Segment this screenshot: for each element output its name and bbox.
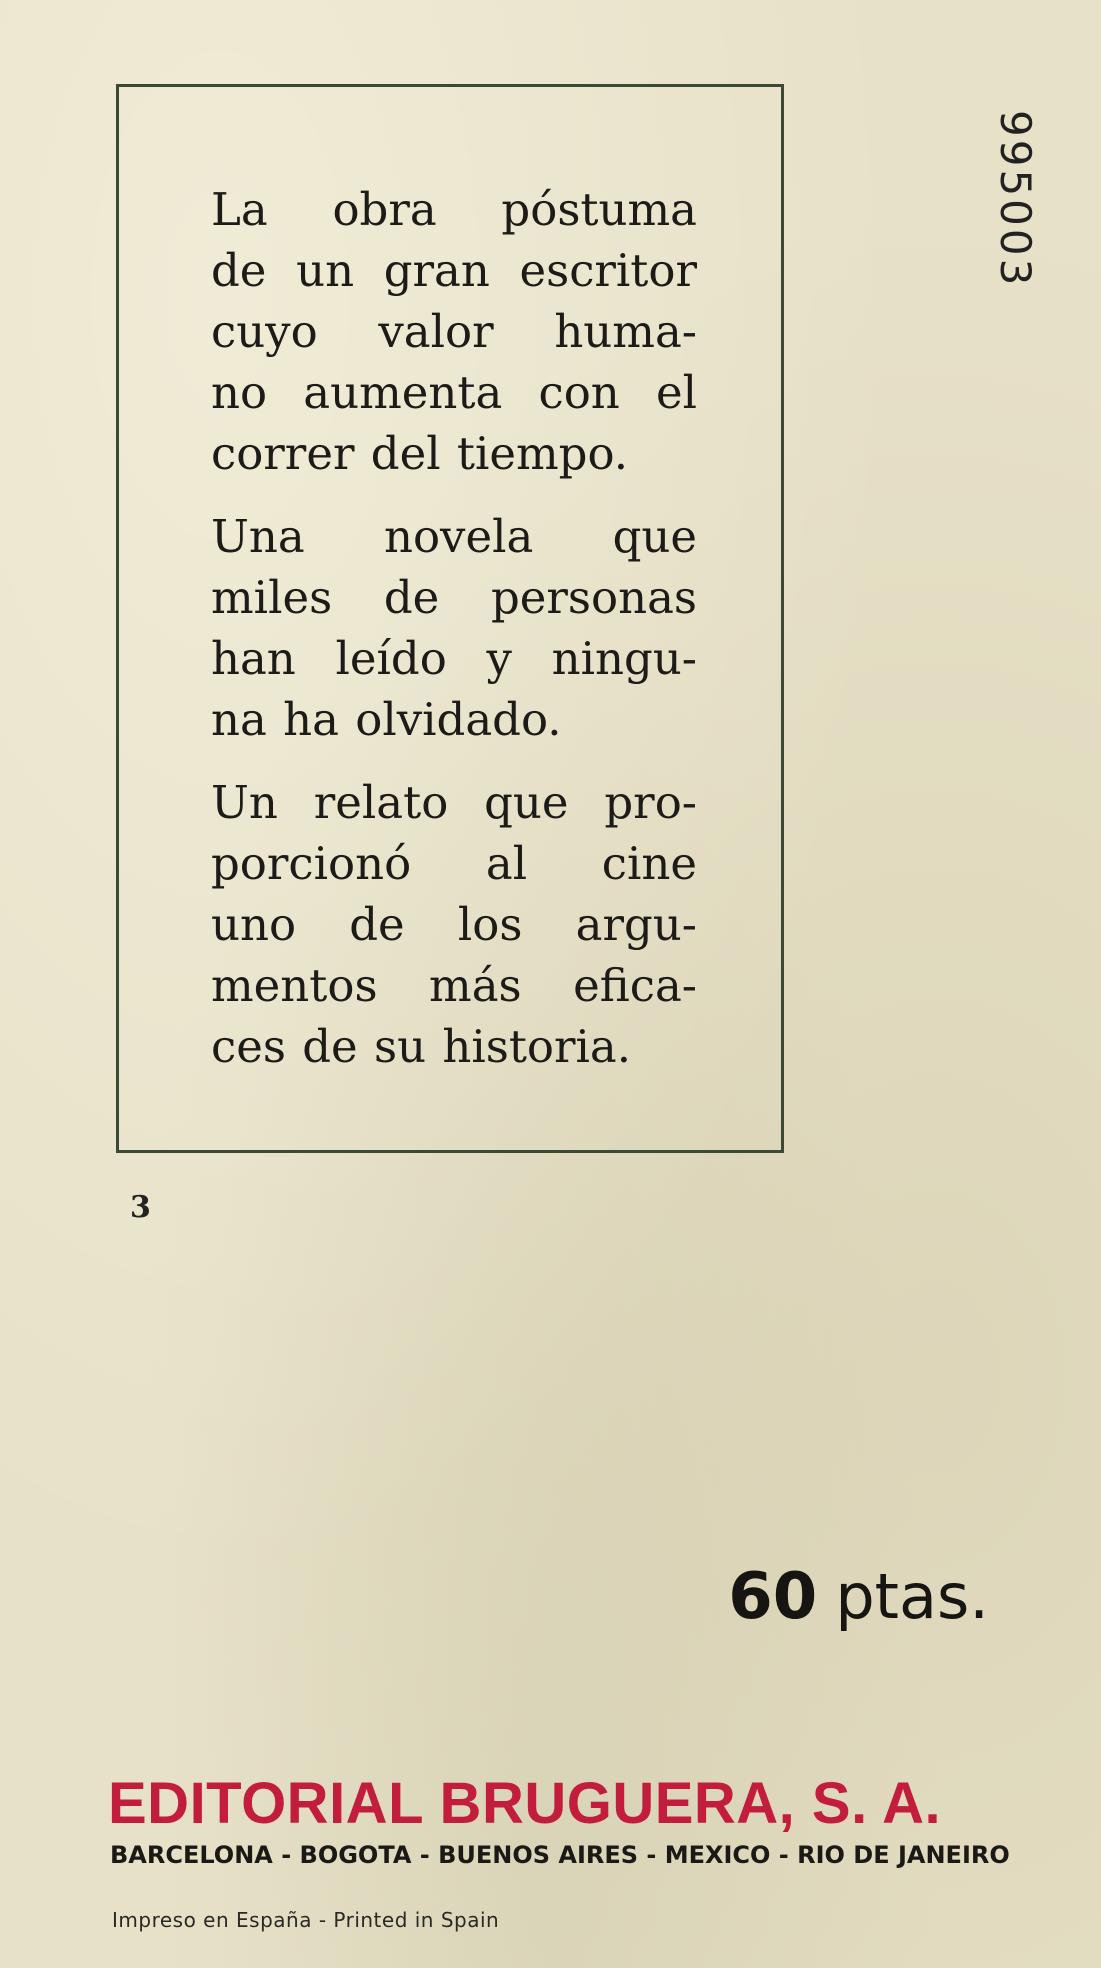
catalog-number: 995003	[991, 110, 1040, 289]
blurb-line: de un gran escritor	[211, 244, 697, 297]
page-number: 3	[130, 1190, 151, 1225]
blurb-box	[116, 84, 784, 1153]
printed-in-notice: Impreso en España - Printed in Spain	[112, 1908, 500, 1932]
blurb-line: La obra póstuma	[211, 183, 697, 236]
blurb-line: no aumenta con el	[211, 366, 697, 419]
blurb-paragraph-1	[211, 179, 697, 484]
blurb-line: uno de los argu-	[211, 898, 697, 951]
blurb-line: Un relato que pro-	[211, 776, 697, 829]
publisher-name: EDITORIAL BRUGUERA, S. A.	[108, 1771, 942, 1836]
blurb-line: porcionó al cine	[211, 837, 697, 890]
blurb-paragraph-3	[211, 772, 697, 1077]
blurb-text	[211, 179, 697, 1099]
blurb-line: mentos más efica-	[211, 959, 697, 1012]
blurb-line: Una novela que	[211, 510, 697, 563]
price-currency: ptas.	[835, 1560, 989, 1633]
blurb-line: correr del tiempo.	[211, 427, 629, 480]
price-amount: 60	[728, 1560, 818, 1634]
blurb-line: han leído y ningu-	[211, 632, 697, 685]
blurb-line: cuyo valor huma-	[211, 305, 697, 358]
blurb-line: na ha olvidado.	[211, 693, 562, 746]
publisher-cities: BARCELONA - BOGOTA - BUENOS AIRES - MEXICO - RIO DE JANEIRO	[110, 1841, 1010, 1869]
price	[728, 1560, 989, 1634]
blurb-line: ces de su historia.	[211, 1020, 632, 1073]
blurb-line: miles de personas	[211, 571, 697, 624]
blurb-paragraph-2	[211, 506, 697, 750]
